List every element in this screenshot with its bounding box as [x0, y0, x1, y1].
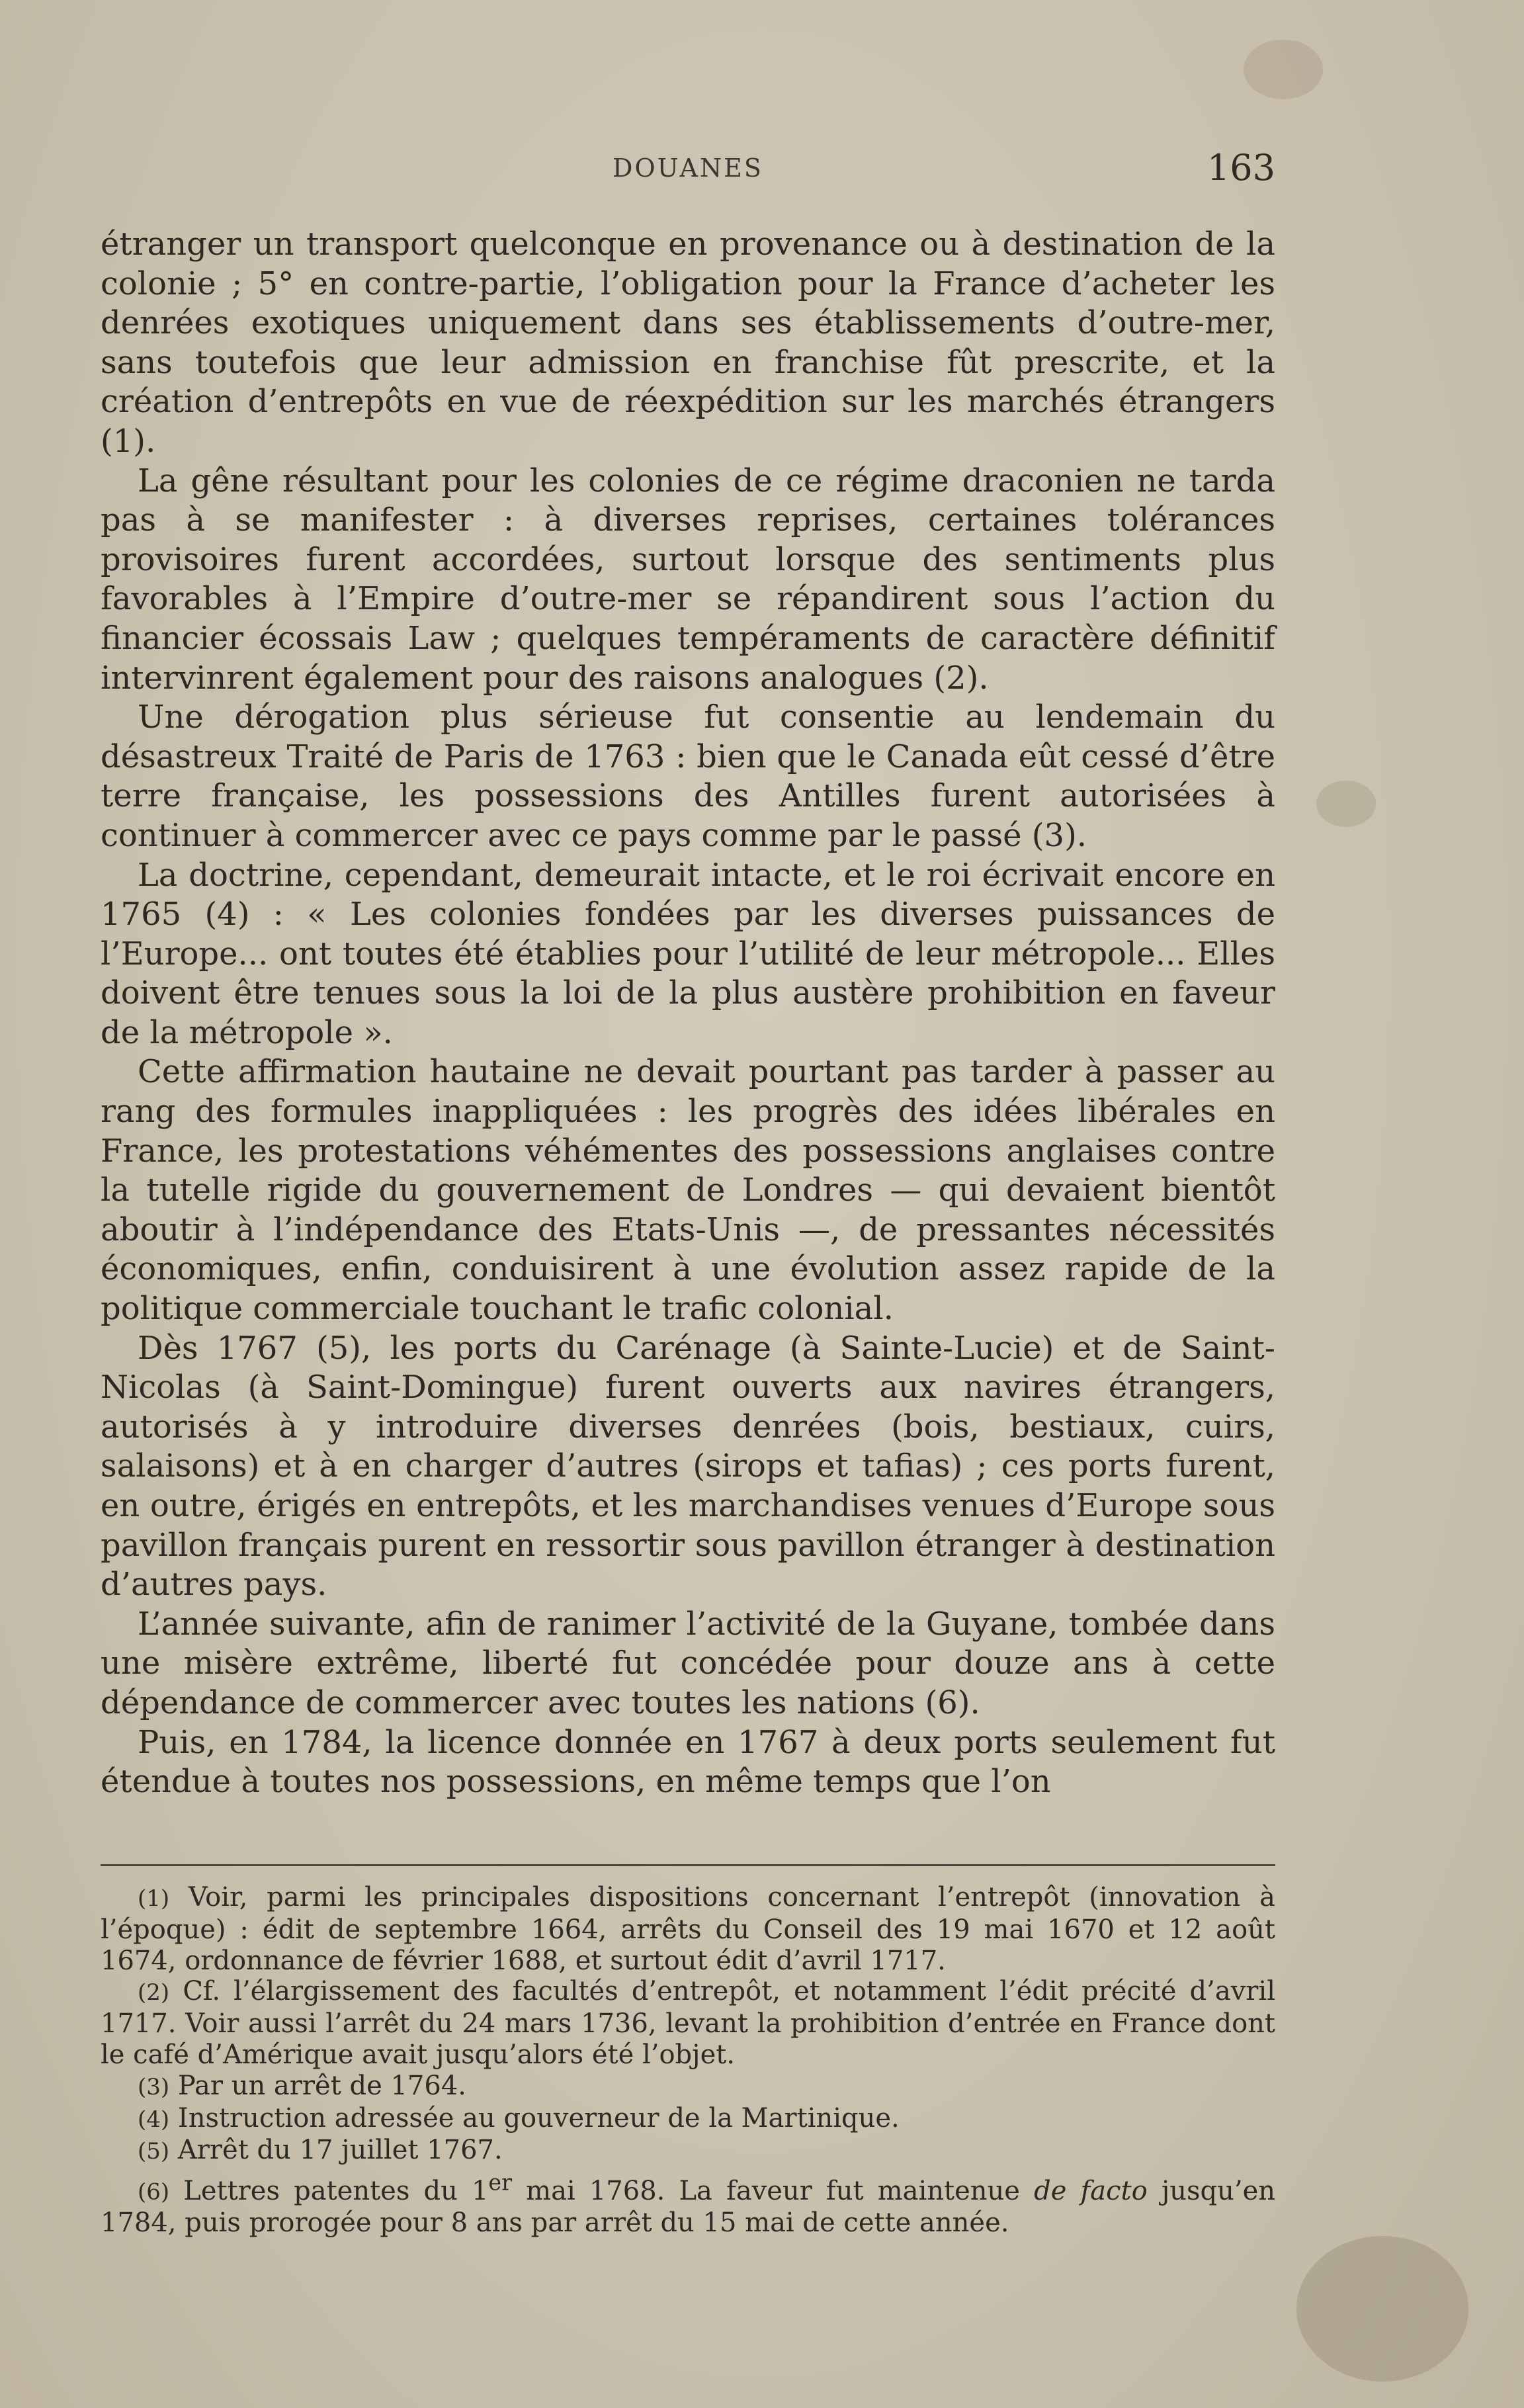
footnote-text: Arrêt du 17 juillet 1767. [177, 2135, 503, 2166]
footnote-text-part: Lettres patentes du 1 [183, 2175, 489, 2206]
page-number: 163 [1206, 147, 1275, 189]
paper-stain [1316, 781, 1376, 827]
paragraph: Cette affirmation hautaine ne devait pourtant pas tarder à passer au rang des formules inappliquées : les progrès des idées libérales en France, les protestations véhémentes des possessions anglaises contre la tutelle rigide du gouvernement de Londres — qui devaient bientôt aboutir à l’indépendance des Etats-Unis —, de pressantes nécessités économiques, enfin, conduisirent à une évolution assez rapide de la politique commerciale touchant le trafic colonial. [101, 1053, 1275, 1328]
footnote-number: (4) [138, 2106, 170, 2133]
running-title: DOUANES [613, 153, 763, 183]
paragraph: Une dérogation plus sérieuse fut consentie au lendemain du désastreux Traité de Paris de 1763 : bien que le Canada eût cessé d’être terre française, les possessions des Antilles furent autorisées à continuer à commercer avec ce pays comme par le passé (3). [101, 699, 1275, 854]
footnote-text: Par un arrêt de 1764. [177, 2070, 466, 2101]
footnote [101, 1882, 1275, 1976]
paragraph: étranger un transport quelconque en provenance ou à destination de la colonie ; 5° en contre-partie, l’obligation pour la France d’acheter les denrées exotiques uniquement dans ses établissements d’outre-mer, sans toutefois que leur admission en franchise fût prescrite, et la création d’entrepôts en vue de réexpédition sur les marchés étrangers (1). [101, 226, 1275, 460]
footnote-number: (2) [138, 1979, 170, 2006]
footnote-text-part: mai 1768. La faveur fut maintenue [512, 2175, 1035, 2206]
footnote [101, 2135, 1275, 2167]
footnote-text: Cf. l’élargissement des facultés d’entrepôt, et notamment l’édit précité d’avril 1717. Voir aussi l’arrêt du 24 mars 1736, levant la prohibition d’entrée en France dont le café d’Amérique avait jusqu’alors été l’objet. [101, 1976, 1276, 2070]
footnote-superscript: er [488, 2169, 513, 2196]
footnote [101, 2071, 1275, 2103]
footnote [101, 1976, 1275, 2070]
page-header [101, 147, 1275, 200]
footnotes [101, 1882, 1275, 2239]
footnote-number: (1) [138, 1885, 170, 1912]
footnote-italic: de facto [1034, 2175, 1148, 2206]
paragraph: Puis, en 1784, la licence donnée en 1767 à deux ports seulement fut étendue à toutes nos possessions, en même temps que l’on [101, 1723, 1275, 1801]
footnote-number: (3) [138, 2073, 170, 2100]
footnote [101, 2167, 1275, 2239]
footnote-number: (6) [138, 2178, 170, 2206]
body-text [101, 225, 1275, 1802]
paragraph: La doctrine, cependant, demeurait intacte, et le roi écrivait encore en 1765 (4) : « Les colonies fondées par les diverses puissances de l’Europe... ont toutes été établies pour l’utilité de leur métropole... Elles doivent être tenues sous la loi de la plus austère prohibition en faveur de la métropole ». [101, 856, 1275, 1051]
footnote-text-part: jusqu’en 1784, puis prorogée pour 8 ans par arrêt du 15 mai de cette année. [101, 2175, 1276, 2239]
paper-stain [1296, 2236, 1468, 2382]
footnote-divider [101, 1864, 1275, 1866]
paragraph: L’année suivante, afin de ranimer l’activité de la Guyane, tombée dans une misère extrême, liberté fut concédée pour douze ans à cette dépendance de commercer avec toutes les nations (6). [101, 1605, 1275, 1721]
footnote-text: Instruction adressée au gouverneur de la Martinique. [177, 2102, 900, 2133]
footnote-number: (5) [138, 2138, 170, 2165]
footnote [101, 2103, 1275, 2135]
footnote-text: Voir, parmi les principales dispositions concernant l’entrepôt (innovation à l’époque) : édit de septembre 1664, arrêts du Conseil des 19 mai 1670 et 12 août 1674, ordonnance de février 1688, et surtout édit d’avril 1717. [101, 1882, 1275, 1976]
paragraph: Dès 1767 (5), les ports du Carénage (à Sainte-Lucie) et de Saint-Nicolas (à Saint-Domingue) furent ouverts aux navires étrangers, autorisés à y introduire diverses denrées (bois, bestiaux, cuirs, salaisons) et à en charger d’autres (sirops et tafias) ; ces ports furent, en outre, érigés en entrepôts, et les marchandises venues d’Europe sous pavillon français purent en ressortir sous pavillon étranger à destination d’autres pays. [101, 1329, 1275, 1604]
paragraph: La gêne résultant pour les colonies de ce régime draconien ne tarda pas à se manifester : à diverses reprises, certaines tolérances provisoires furent accordées, surtout lorsque des sentiments plus favorables à l’Empire d’outre-mer se répandirent sous l’action du financier écossais Law ; quelques tempéraments de caractère définitif intervinrent également pour des raisons analogues (2). [101, 462, 1275, 697]
paper-stain [1244, 40, 1323, 99]
footnote-text [101, 2169, 1276, 2239]
